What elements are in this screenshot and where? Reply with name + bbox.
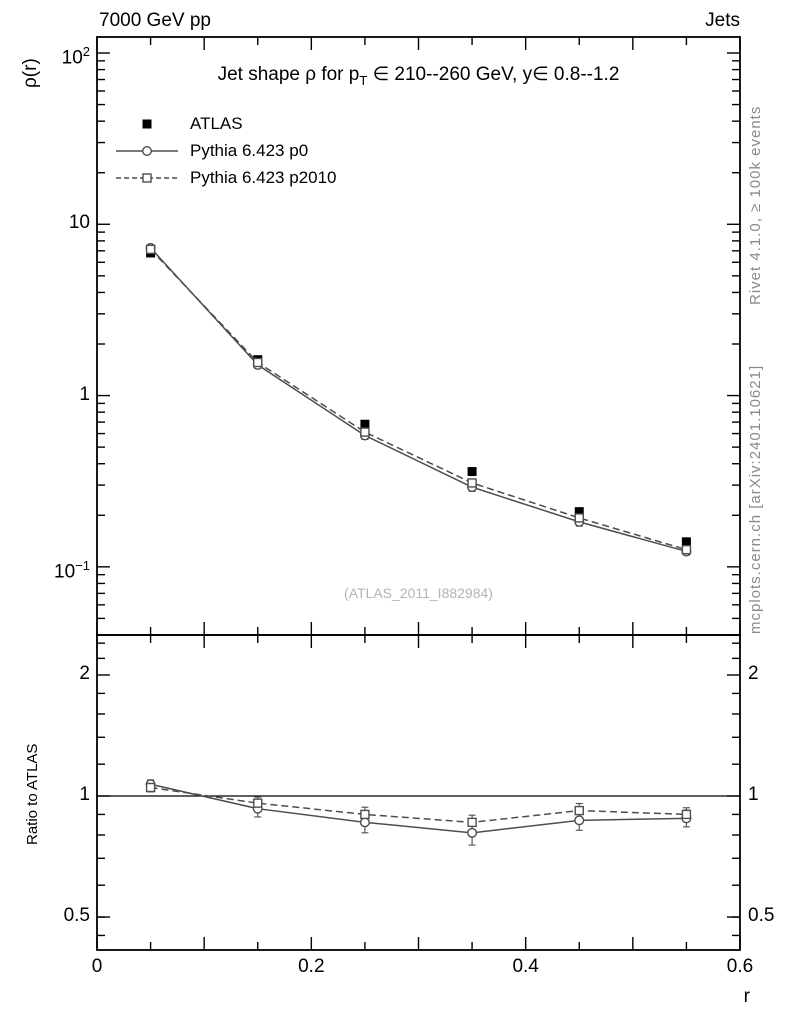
legend-marker-pythia-6-423-p2010 [115, 168, 179, 188]
legend-row-pythia-6-423-p2010 [115, 164, 337, 191]
ratio-tick-label-left-0p5: 0.5 [63, 905, 90, 927]
rivet-version-note: Rivet 4.1.0, ≥ 100k events [747, 105, 764, 305]
ratio-errors-pythia-6-423-p2010 [147, 783, 690, 830]
plot-title-text-tail: ∈ 210--260 GeV, y∈ 0.8--1.2 [367, 64, 620, 85]
legend-row-pythia-6-423-p0 [115, 137, 337, 164]
x-tick-label-0p4: 0.4 [512, 956, 539, 977]
legend [115, 110, 337, 191]
ratio-y-axis-label: Ratio to ATLAS [24, 743, 41, 845]
x-axis-label: r [743, 986, 750, 1007]
y-tick-label-1: 1 [79, 383, 90, 405]
main-markers-pythia-6-423-p2010 [147, 245, 691, 553]
ratio-line-pythia-6-423-p0 [151, 784, 687, 833]
ratio-tick-label-right-1: 1 [748, 784, 759, 806]
legend-label-pythia-6-423-p2010: Pythia 6.423 p2010 [190, 167, 337, 187]
ratio-tick-label-left-2: 2 [79, 663, 90, 684]
x-tick-label-0p6: 0.6 [726, 956, 754, 977]
legend-label-pythia-6-423-p0: Pythia 6.423 p0 [190, 140, 309, 160]
ratio-tick-label-right-2: 2 [748, 663, 759, 684]
main-line-pythia-6-423-p2010 [151, 249, 687, 549]
legend-label-atlas: ATLAS [190, 113, 243, 133]
y-tick-label-100: $10^2$ [61, 44, 90, 69]
main-errors-pythia-6-423-p2010 [147, 247, 690, 552]
beam-info-label: 7000 GeV pp [99, 10, 211, 31]
ratio-markers-pythia-6-423-p0 [146, 780, 690, 837]
main-markers-atlas [146, 248, 691, 546]
ratio-tick-label-right-0p5: 0.5 [748, 905, 775, 927]
main-errors-pythia-6-423-p0 [147, 246, 690, 555]
mcplots-citation-note: mcplots.cern.ch [arXiv:2401.10621] [747, 364, 764, 634]
ratio-errors-pythia-6-423-p0 [147, 780, 690, 845]
plot-title-subscript: T [359, 72, 368, 88]
plot-title [97, 63, 740, 88]
analysis-id-watermark: (ATLAS_2011_I882984) [344, 585, 493, 601]
y-tick-label-10: 10 [68, 212, 90, 234]
main-markers-pythia-6-423-p0 [146, 244, 690, 556]
main-line-pythia-6-423-p0 [151, 248, 687, 552]
y-tick-label-0p1: $10^{-1}$ [54, 557, 90, 583]
plot-title-text: Jet shape ρ for p [217, 64, 360, 85]
y-ticks-ratio [97, 643, 740, 935]
legend-marker-pythia-6-423-p0 [115, 141, 179, 161]
legend-marker-atlas [115, 114, 179, 134]
analysis-group-label: Jets [705, 10, 740, 31]
ratio-line-pythia-6-423-p2010 [151, 788, 687, 823]
legend-row-atlas [115, 110, 337, 137]
y-axis-label: ρ(r) [20, 58, 41, 88]
ratio-tick-label-left-1: 1 [79, 784, 90, 806]
x-tick-label-0p2: 0.2 [298, 956, 325, 977]
x-tick-label-0: 0 [91, 956, 103, 977]
main-errors-atlas [147, 252, 690, 544]
